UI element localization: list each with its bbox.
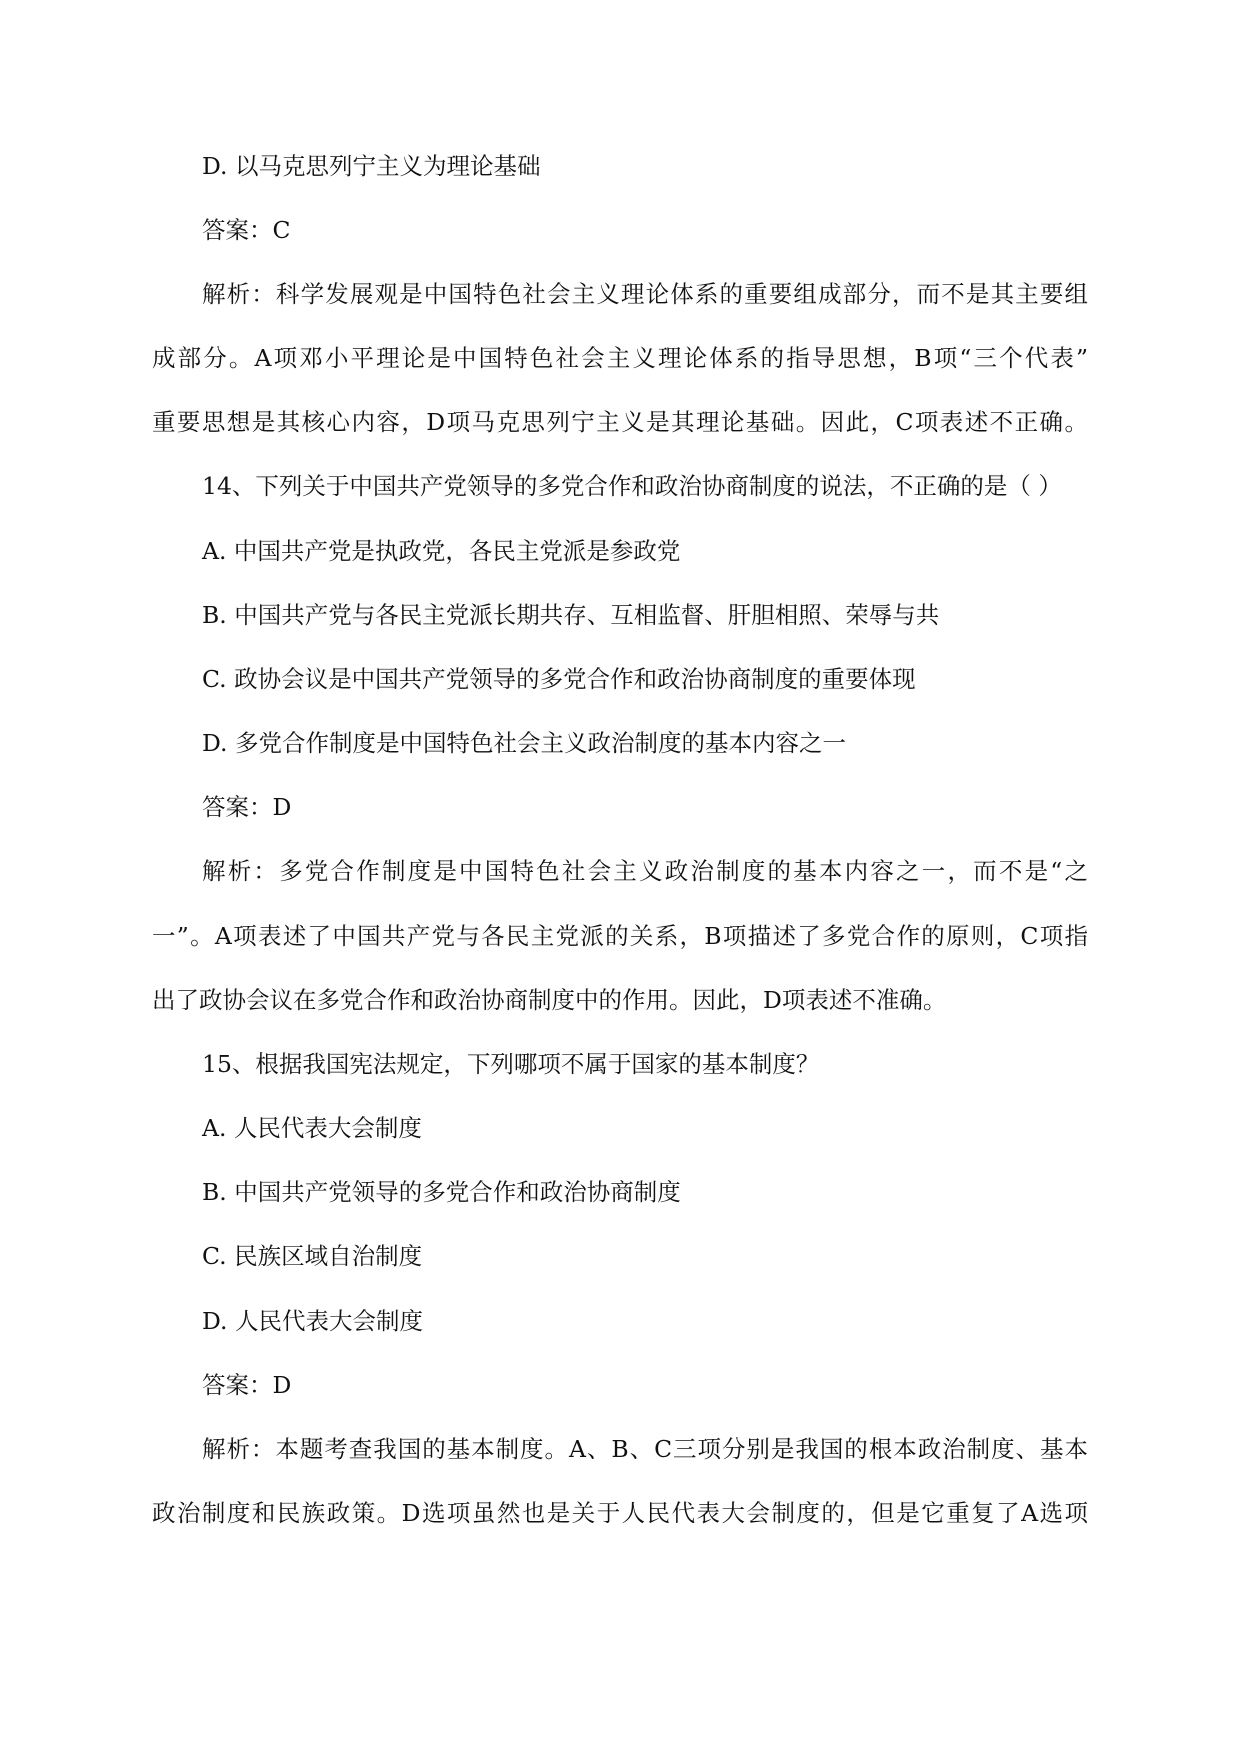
option-14-c: C. 政协会议是中国共产党领导的多党合作和政治协商制度的重要体现 [202, 665, 916, 693]
answer-13: 答案：C [202, 216, 291, 244]
option-14-d: D. 多党合作制度是中国特色社会主义政治制度的基本内容之一 [202, 729, 846, 757]
option-15-c: C. 民族区域自治制度 [202, 1242, 423, 1270]
question-15: 15、根据我国宪法规定，下列哪项不属于国家的基本制度？ [202, 1050, 820, 1078]
option-15-a: A. 人民代表大会制度 [202, 1114, 422, 1142]
answer-14: 答案：D [202, 793, 292, 821]
explanation-14-line-2: 一”。A项表述了中国共产党与各民主党派的关系，B项描述了多党合作的原则，C项指 [152, 922, 1088, 950]
option-14-b: B. 中国共产党与各民主党派长期共存、互相监督、肝胆相照、荣辱与共 [202, 601, 940, 629]
explanation-14-line-3: 出了政协会议在多党合作和政治协商制度中的作用。因此，D项表述不准确。 [152, 986, 947, 1014]
option-15-b: B. 中国共产党领导的多党合作和政治协商制度 [202, 1178, 681, 1206]
option-14-a: A. 中国共产党是执政党，各民主党派是参政党 [202, 537, 681, 565]
option-15-d: D. 人民代表大会制度 [202, 1307, 423, 1335]
explanation-15-line-1: 解析：本题考查我国的基本制度。A、B、C三项分别是我国的根本政治制度、基本 [202, 1435, 1088, 1463]
explanation-13-line-2: 成部分。A项邓小平理论是中国特色社会主义理论体系的指导思想，B项“三个代表” [152, 344, 1088, 372]
explanation-13-line-3: 重要思想是其核心内容，D项马克思列宁主义是其理论基础。因此，C项表述不正确。 [152, 408, 1088, 436]
explanation-15-line-2: 政治制度和民族政策。D选项虽然也是关于人民代表大会制度的，但是它重复了A选项 [152, 1499, 1088, 1527]
question-14: 14、下列关于中国共产党领导的多党合作和政治协商制度的说法，不正确的是（ ） [202, 472, 1062, 500]
option-13-d: D. 以马克思列宁主义为理论基础 [202, 152, 541, 180]
explanation-14-line-1: 解析：多党合作制度是中国特色社会主义政治制度的基本内容之一，而不是“之 [202, 857, 1088, 885]
answer-15: 答案：D [202, 1371, 292, 1399]
explanation-13-line-1: 解析：科学发展观是中国特色社会主义理论体系的重要组成部分，而不是其主要组 [202, 280, 1088, 308]
